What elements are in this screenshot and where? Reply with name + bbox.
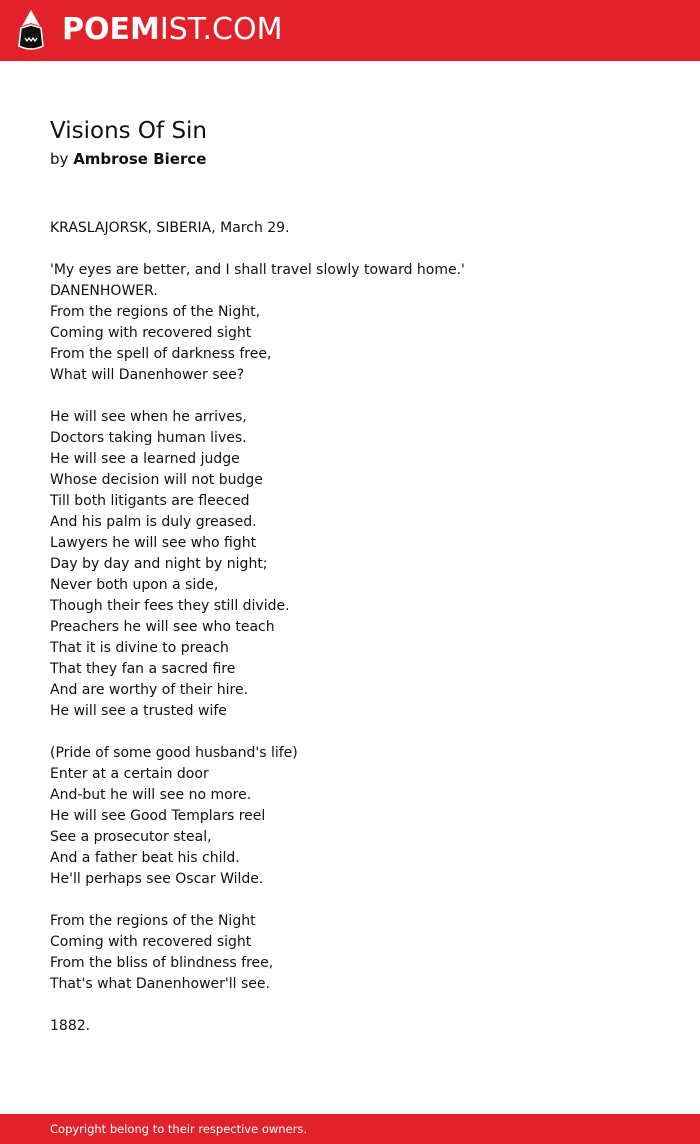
stanza — [50, 218, 465, 239]
poem-line: DANENHOWER. — [50, 283, 158, 299]
poem-line: And are worthy of their hire. — [50, 682, 249, 698]
stanza-break — [50, 890, 465, 911]
poem-line: He will see a trusted wife — [50, 703, 227, 719]
poem-line: Never both upon a side, — [50, 577, 219, 593]
poem-line: Day by day and night by night; — [50, 556, 268, 572]
poem-line: Doctors taking human lives. — [50, 430, 247, 446]
stanza — [50, 260, 465, 386]
poem-line: (Pride of some good husband's life) — [50, 745, 298, 761]
poem-line: 1882. — [50, 1018, 91, 1034]
stanza — [50, 1016, 465, 1037]
poem-line: That's what Danenhower'll see. — [50, 976, 270, 992]
poem-line: And-but he will see no more. — [50, 787, 252, 803]
site-footer — [0, 1114, 700, 1144]
poem-line: See a prosecutor steal, — [50, 829, 212, 845]
poem-line: He will see Good Templars reel — [50, 808, 266, 824]
poem-line: From the regions of the Night — [50, 913, 256, 929]
poem-line: What will Danenhower see? — [50, 367, 245, 383]
stanza-break — [50, 722, 465, 743]
poem-line: That they fan a sacred fire — [50, 661, 236, 677]
pencil-icon[interactable] — [18, 10, 44, 51]
poem-line: He'll perhaps see Oscar Wilde. — [50, 871, 264, 887]
stanza — [50, 743, 465, 890]
copyright-text: Copyright belong to their respective owners. — [50, 1122, 308, 1136]
author-name: Ambrose Bierce — [73, 150, 207, 168]
poem-line: Though their fees they still divide. — [50, 598, 290, 614]
poem-line: Enter at a certain door — [50, 766, 209, 782]
poem-title: Visions Of Sin — [50, 118, 208, 144]
logo-bold-text: POEM — [62, 12, 160, 47]
by-label: by — [50, 150, 69, 168]
poem-line: That it is divine to preach — [50, 640, 229, 656]
site-logo[interactable] — [62, 12, 282, 48]
logo-light-text: IST.COM — [159, 12, 283, 47]
poem-line: Preachers he will see who teach — [50, 619, 275, 635]
stanza-break — [50, 386, 465, 407]
stanza — [50, 911, 465, 995]
poem-line: KRASLAJORSK, SIBERIA, March 29. — [50, 220, 290, 236]
poem-body — [50, 218, 465, 1037]
poem-line: From the regions of the Night, — [50, 304, 261, 320]
poem-line: He will see when he arrives, — [50, 409, 247, 425]
poem-line: Coming with recovered sight — [50, 934, 252, 950]
poem-line: From the spell of darkness free, — [50, 346, 272, 362]
poem-line: And his palm is duly greased. — [50, 514, 257, 530]
site-header — [0, 0, 700, 61]
stanza-break — [50, 995, 465, 1016]
stanza — [50, 407, 465, 722]
stanza-break — [50, 239, 465, 260]
poem-line: From the bliss of blindness free, — [50, 955, 274, 971]
poem-line: Till both litigants are fleeced — [50, 493, 250, 509]
poem-line: Whose decision will not budge — [50, 472, 263, 488]
poem-line: Coming with recovered sight — [50, 325, 252, 341]
byline — [50, 148, 206, 170]
poem-line: And a father beat his child. — [50, 850, 240, 866]
poem-line: He will see a learned judge — [50, 451, 240, 467]
poem-line: Lawyers he will see who fight — [50, 535, 257, 551]
poem-line: 'My eyes are better, and I shall travel slowly toward home.' — [50, 262, 465, 278]
